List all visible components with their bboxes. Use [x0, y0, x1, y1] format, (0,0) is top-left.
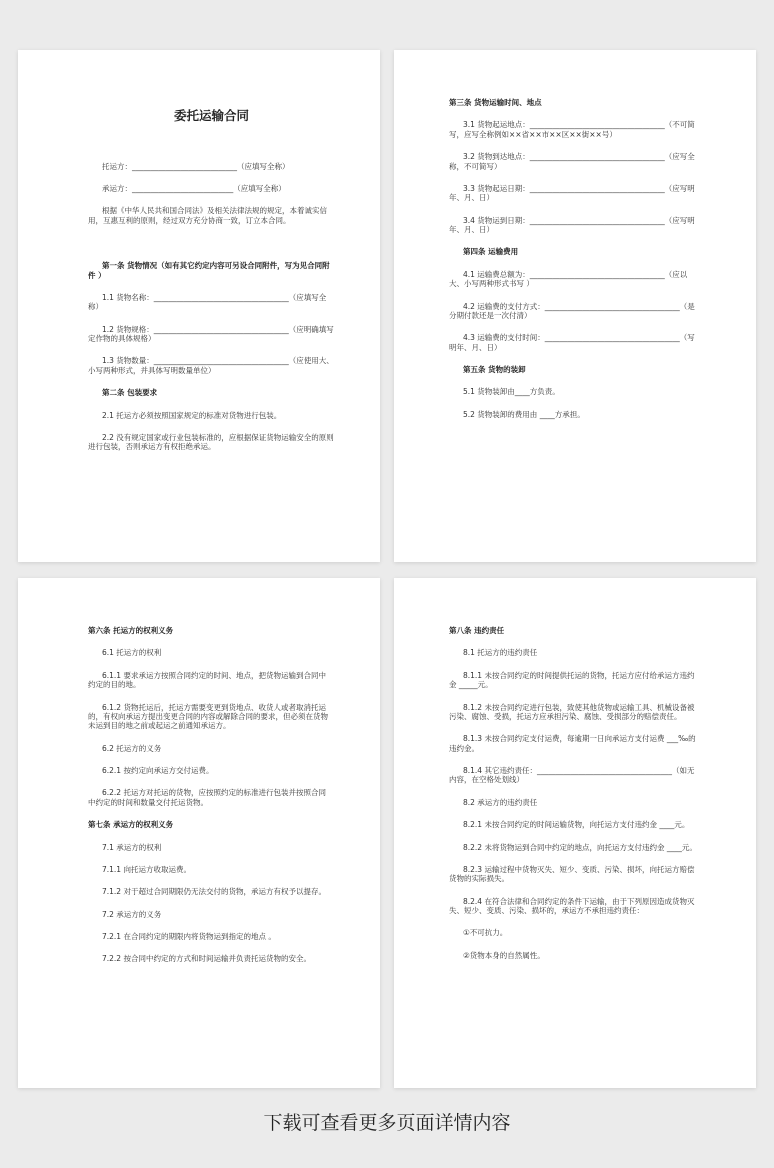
clause-7-2-2: 7.2.2 按合同中约定的方式和时间运输并负责托运货物的安全。	[102, 954, 311, 964]
clause-7-2-1: 7.2.1 在合同约定的期限内将货物运到指定的地点 。	[102, 932, 276, 941]
clause-1-3: 1.3 货物数量：____________________________________（应使用大、小写两种形式，并具体写明数量单位）	[88, 356, 334, 375]
document-page-3	[18, 578, 380, 1088]
clause-8-2-4: 8.2.4 在符合法律和合同约定的条件下运输，由于下列原因造成货物灭失、短少、变质、污染、损坏的，承运方不承担违约责任：	[449, 896, 695, 915]
article-7-heading: 第七条 承运方的权利义务	[88, 820, 174, 830]
download-more-caption: 下载可查看更多页面详情内容	[263, 1112, 511, 1134]
clause-8-2-3: 8.2.3 运输过程中货物灭失、短少、变质、污染、损坏，向托运方赔偿货物的实际损失。	[449, 864, 695, 884]
clause-8-2-2: 8.2.2 未将货物运到合同中约定的地点，向托运方支付违约金 ____元。	[463, 842, 697, 852]
preamble: 根据《中华人民共和国合同法》及相关法律法规的规定，本着诚实信用，互惠互利的原则，经过双方充分协商一致，订立本合同。	[88, 206, 327, 225]
clause-5-2: 5.2 货物装卸的费用由 ____方承担。	[463, 409, 585, 419]
article-6-heading: 第六条 托运方的权利义务	[88, 626, 174, 635]
clause-7-2: 7.2 承运方的义务	[102, 909, 162, 919]
clause-2-2: 2.2 没有规定国家或行业包装标准的，应根据保证货物运输安全的原则进行包装，否则承运方有权拒绝承运。	[88, 432, 334, 452]
clause-8-1: 8.1 托运方的违约责任	[463, 648, 538, 658]
exemption-item-2: ②货物本身的自然属性。	[463, 950, 545, 960]
clause-2-1: 2.1 托运方必须按照国家规定的标准对货物进行包装。	[102, 410, 282, 420]
clause-3-4: 3.4 货物运到日期：____________________________________（应写明年、月、日）	[449, 215, 695, 234]
clause-5-1: 5.1 货物装卸由____方负责。	[463, 387, 560, 397]
clause-6-2: 6.2 托运方的义务	[102, 743, 162, 753]
clause-7-1-1: 7.1.1 向托运方收取运费。	[102, 864, 191, 874]
article-3-heading: 第三条 货物运输时间、地点	[449, 98, 542, 107]
carrier-line: 承运方：___________________________（应填写全称）	[102, 184, 286, 193]
document-page-1	[18, 50, 380, 562]
clause-8-1-2: 8.1.2 未按合同约定进行包装，致使其他货物或运输工具、机械设备被污染、腐蚀、受损，托运方应承担污染、腐蚀、受损部分的赔偿责任。	[449, 702, 695, 721]
clause-1-1: 1.1 货物名称：____________________________________（应填写全称）	[88, 292, 327, 312]
clause-4-3: 4.3 运输费的支付时间：____________________________________（写明年、月、日）	[449, 333, 695, 352]
clause-3-2: 3.2 货物到达地点：____________________________________（应写全称，不可简写）	[449, 152, 695, 171]
clause-6-1-1: 6.1.1 要求承运方按照合同约定的时间、地点，把货物运输到合同中约定的目的地。	[88, 670, 326, 690]
clause-8-2-1: 8.2.1 未按合同约定的时间运输货物，向托运方支付违约金 ____元。	[463, 820, 690, 830]
clause-6-1: 6.1 托运方的权利	[102, 648, 162, 658]
article-5-heading: 第五条 货物的装卸	[463, 365, 526, 374]
article-8-heading: 第八条 违约责任	[449, 626, 505, 635]
shipper-line: 托运方：____________________________（应填写全称）	[102, 161, 290, 171]
article-2-heading: 第二条 包装要求	[102, 388, 158, 398]
exemption-item-1: ①不可抗力。	[463, 928, 508, 938]
article-4-heading: 第四条 运输费用	[463, 247, 519, 257]
document-page-2	[394, 50, 756, 562]
clause-8-2: 8.2 承运方的违约责任	[463, 797, 538, 807]
clause-4-1: 4.1 运输费总额为：____________________________________（应以大、小写两种形式书写 ）	[449, 269, 688, 289]
clause-7-1: 7.1 承运方的权利	[102, 842, 162, 852]
clause-4-2: 4.2 运输费的支付方式：____________________________________（是分期付款还是一次付清）	[449, 301, 695, 320]
clause-3-1: 3.1 货物起运地点：____________________________________（不可简写，应写全称例如××省××市××区××街××号）	[449, 120, 695, 139]
document-title: 委托运输合同	[173, 108, 249, 123]
clause-8-1-3: 8.1.3 未按合同约定支付运费，每逾期一日向承运方支付运费 ___‰的违约金。	[449, 734, 696, 753]
clause-6-2-2: 6.2.2 托运方对托运的货物，应按照约定的标准进行包装并按照合同中约定的时间和数量交付托运货物。	[88, 788, 326, 807]
clause-8-1-4: 8.1.4 其它违约责任：____________________________________（如无内容，在空格处划线）	[449, 766, 695, 785]
clause-7-1-2: 7.1.2 对于超过合同期限仍无法交付的货物，承运方有权予以提存。	[102, 887, 326, 897]
article-1-heading: 第一条 货物情况（如有其它约定内容可另设合同附件，写为见合同附件 ）	[88, 261, 330, 280]
clause-3-3: 3.3 货物起运日期：____________________________________（应写明年、月、日）	[449, 183, 695, 203]
clause-6-1-2: 6.1.2 货物托运后，托运方需要变更到货地点、收货人或者取消托运的，有权向承运方提出变更合同的内容或解除合同的要求，但必须在货物未运到目的地之前或起运之前通知承运方。	[88, 702, 328, 731]
clause-6-2-1: 6.2.1 按约定向承运方交付运费。	[102, 766, 214, 775]
document-page-4	[394, 578, 756, 1088]
clause-1-2: 1.2 货物规格：____________________________________（应明确填写定作物的具体规格）	[88, 324, 334, 343]
clause-8-1-1: 8.1.1 未按合同约定的时间提供托运的货物，托运方应付给承运方违约金 _____元。	[449, 670, 695, 690]
